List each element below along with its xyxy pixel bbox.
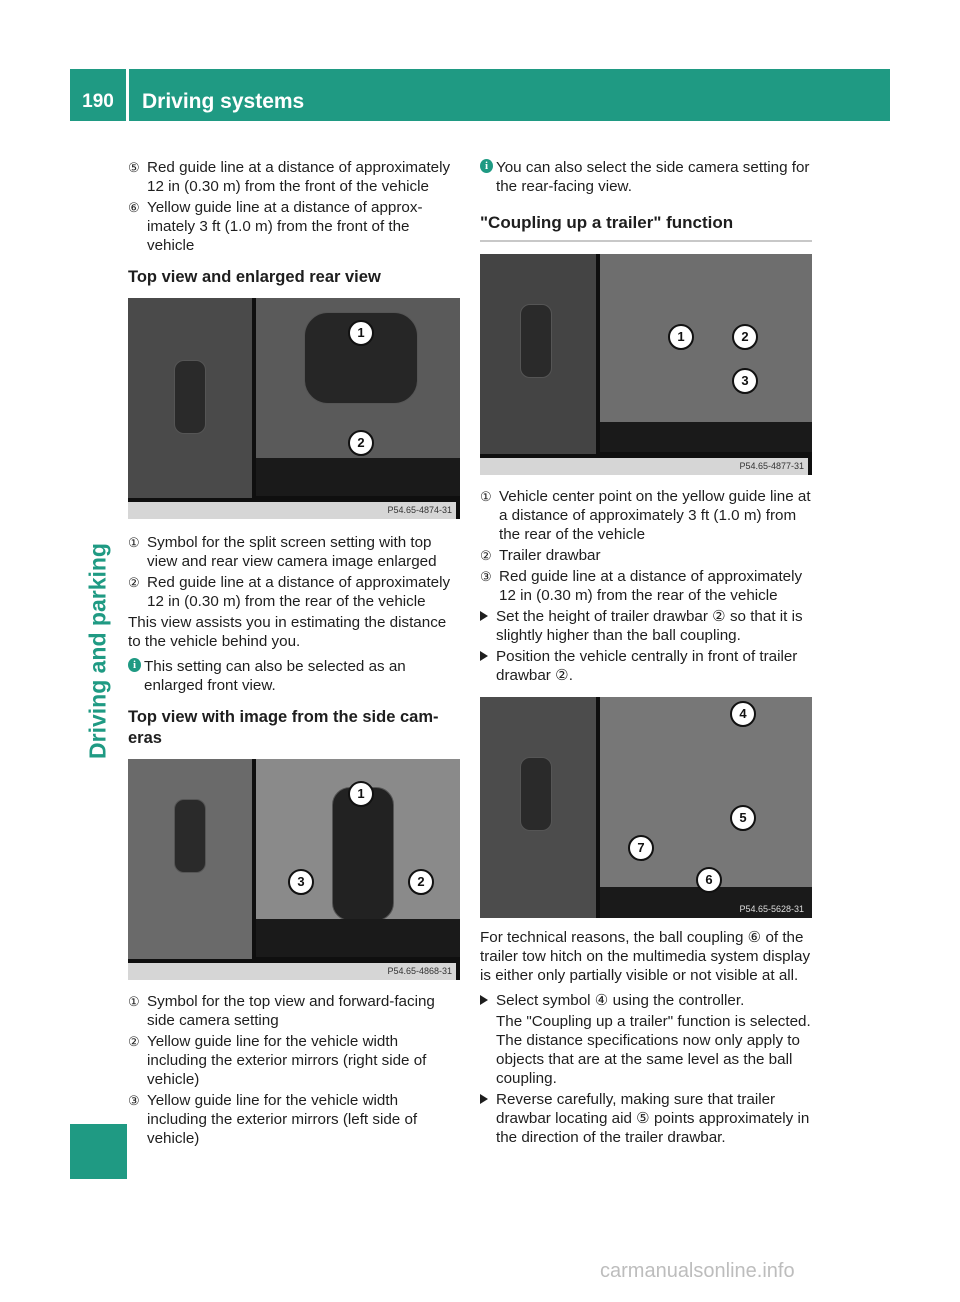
step-text: Position the vehicle centrally in front of trailer drawbar ②. <box>496 648 798 684</box>
callout-marker: 6 <box>696 867 722 893</box>
step-text: Select symbol ④ using the controller. <box>496 992 745 1009</box>
instruction-step <box>480 1090 812 1147</box>
screen-toolbar <box>600 422 812 452</box>
item-text: Red guide line at a distance of approximately 12 in (0.30 m) from the rear of the vehicle <box>499 568 803 604</box>
list-item <box>128 1091 460 1148</box>
callout-marker: 5 <box>730 805 756 831</box>
instruction-step <box>480 647 812 685</box>
arrow-icon <box>480 651 488 661</box>
item-text: Red guide line at a distance of approximately 12 in (0.30 m) from the front of the vehicle <box>147 159 451 195</box>
vehicle-side-image <box>332 787 394 921</box>
figure-side-cameras <box>128 759 460 980</box>
rear-camera-panel <box>600 254 812 422</box>
list-item <box>480 567 812 605</box>
list-item <box>480 546 812 565</box>
arrow-icon <box>480 611 488 621</box>
callout-marker: 2 <box>348 430 374 456</box>
figure-code: P54.65-4868-31 <box>128 963 456 980</box>
step-result: The "Coupling up a trailer" function is selected. The distance specifications now only apply to objects that are at the same level as the ball coupling. <box>496 1013 811 1087</box>
step-text: Reverse carefully, making sure that trailer drawbar locating aid ⑤ points approximately in the direction of the trailer drawbar. <box>496 1091 810 1146</box>
car-image <box>174 799 206 873</box>
rear-camera-panel <box>600 697 812 887</box>
page-header <box>70 69 890 121</box>
instruction-step <box>480 991 812 1010</box>
list-item <box>128 533 460 571</box>
screen-toolbar <box>256 458 460 496</box>
header-divider <box>126 69 129 121</box>
figure-code: P54.65-5628-31 <box>739 904 804 914</box>
paragraph: For technical reasons, the ball coupling ⑥ of the trailer tow hitch on the multimedia system display is either only partially visible or not visible at all. <box>480 929 811 984</box>
item-number: ① <box>480 489 492 504</box>
item-text: Symbol for the top view and forward-facing side camera setting <box>147 993 435 1029</box>
item-number: ⑤ <box>128 160 140 175</box>
item-number: ② <box>480 548 492 563</box>
info-note <box>480 158 812 196</box>
list-item <box>128 198 460 255</box>
step-text: Set the height of trailer drawbar ② so that it is slightly higher than the ball coupling. <box>496 608 803 644</box>
car-image <box>174 360 206 434</box>
callout-marker: 7 <box>628 835 654 861</box>
note-text: You can also select the side camera setting for the rear-facing view. <box>496 159 810 195</box>
section-sidebar <box>70 121 127 1124</box>
item-text: Yellow guide line at a distance of approximately 3 ft (1.0 m) from the front of the vehicle <box>147 199 423 254</box>
figure-trailer-drawbar <box>480 697 812 918</box>
arrow-icon <box>480 995 488 1005</box>
list-item <box>128 1032 460 1089</box>
note-text: This setting can also be selected as an enlarged front view. <box>144 658 406 694</box>
page-title: Driving systems <box>142 90 305 113</box>
item-number: ② <box>128 1034 140 1049</box>
callout-marker: 2 <box>732 324 758 350</box>
section-label: Driving and parking <box>84 543 111 759</box>
figure-code: P54.65-4874-31 <box>128 502 456 519</box>
item-text: Trailer drawbar <box>499 547 601 564</box>
item-text: Yellow guide line for the vehicle width including the exterior mirrors (left side of vehicle) <box>147 1092 418 1147</box>
item-text: Yellow guide line for the vehicle width including the exterior mirrors (right side of vehicle) <box>147 1033 427 1088</box>
list-item <box>128 992 460 1030</box>
item-text: Red guide line at a distance of approximately 12 in (0.30 m) from the rear of the vehicle <box>147 574 451 610</box>
info-note <box>128 657 460 695</box>
paragraph: This view assists you in estimating the distance to the vehicle behind you. <box>128 614 447 650</box>
callout-marker: 3 <box>288 869 314 895</box>
info-icon: i <box>480 159 493 173</box>
callout-marker: 1 <box>348 320 374 346</box>
list-item <box>480 487 812 544</box>
callout-marker: 1 <box>668 324 694 350</box>
item-text: Symbol for the split screen setting with top view and rear view camera image enlarged <box>147 534 437 570</box>
right-column <box>480 158 812 1149</box>
item-number: ① <box>128 535 140 550</box>
list-item <box>128 158 460 196</box>
item-number: ③ <box>128 1093 140 1108</box>
section-marker <box>70 1124 127 1179</box>
figure-coupling-trailer <box>480 254 812 475</box>
car-image <box>520 757 552 831</box>
page-number: 190 <box>82 91 114 112</box>
callout-marker: 2 <box>408 869 434 895</box>
item-number: ① <box>128 994 140 1009</box>
callout-marker: 4 <box>730 701 756 727</box>
screen-toolbar <box>256 919 460 957</box>
item-number: ③ <box>480 569 492 584</box>
section-heading: Top view with image from the side cameras <box>128 708 439 747</box>
item-text: Vehicle center point on the yellow guide line at a distance of approximately 3 ft (1.0 m) from the rear of the vehicle <box>499 488 811 543</box>
section-heading: Top view and enlarged rear view <box>128 268 381 286</box>
figure-code: P54.65-4877-31 <box>480 458 808 475</box>
list-item <box>128 573 460 611</box>
instruction-step <box>480 607 812 645</box>
info-icon: i <box>128 658 141 672</box>
callout-marker: 1 <box>348 781 374 807</box>
watermark: carmanualsonline.info <box>600 1260 795 1282</box>
car-image <box>520 304 552 378</box>
callout-marker: 3 <box>732 368 758 394</box>
section-heading: "Coupling up a trailer" function <box>480 212 812 242</box>
item-number: ⑥ <box>128 200 140 215</box>
arrow-icon <box>480 1094 488 1104</box>
figure-top-rear-view <box>128 298 460 519</box>
left-column <box>128 158 460 1150</box>
item-number: ② <box>128 575 140 590</box>
